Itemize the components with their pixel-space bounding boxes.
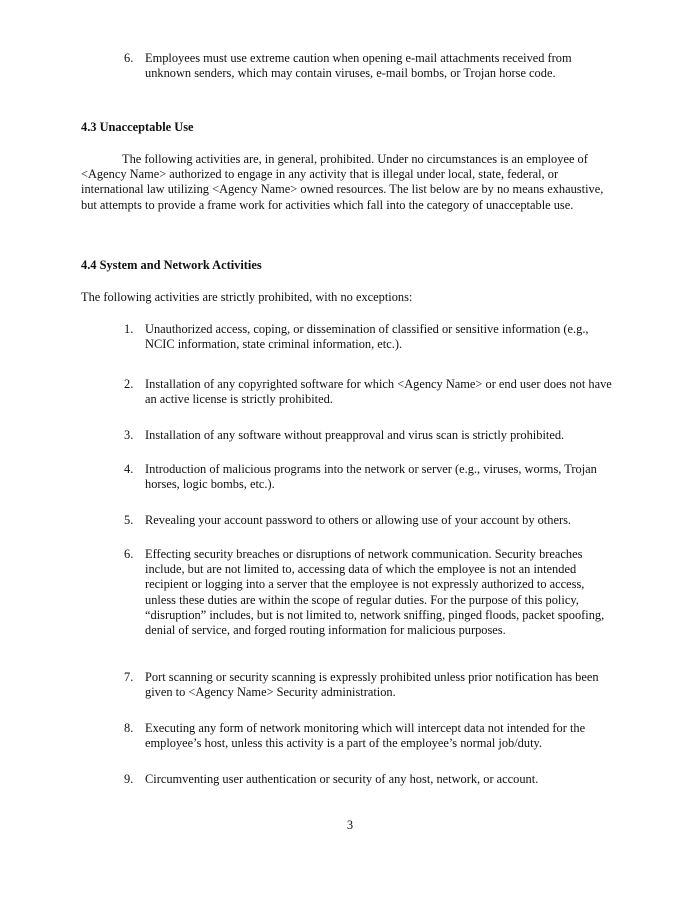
list-item <box>124 428 616 443</box>
list-item-text: Executing any form of network monitoring which will intercept data not intended for the employee’s host, unless this activity is a part of the employee’s normal job/duty. <box>145 721 586 751</box>
list-item-text: Employees must use extreme caution when opening e-mail attachments received from unknown senders, which may contain viruses, e-mail bombs, or Trojan horse code. <box>145 51 572 81</box>
list-item-text: Circumventing user authentication or security of any host, network, or account. <box>145 772 539 786</box>
section-heading-4-4: 4.4 System and Network Activities <box>81 258 262 272</box>
list-item-text: Installation of any copyrighted software for which <Agency Name> or end user does not have an active license is strictly prohibited. <box>145 377 612 407</box>
list-item-text: Effecting security breaches or disruptions of network communication. Security breaches include, but are not limited to, accessing data of which the employee is not an intended recipient or logging into a server that the employee is not expressly authorized to access, unless these duties are within the scope of regular duties. For the purpose of this policy, “disruption” includes, but is not limited to, network sniffing, pinged floods, packet spoofing, denial of service, and forged routing information for malicious purposes. <box>145 547 605 638</box>
section-4-3-paragraph: The following activities are, in general, prohibited. Under no circumstances is an employee of <Agency Name> authorized to engage in any activity that is illegal under local, state, federal, or international law utilizing <Agency Name> owned resources. The list below are by no means exhaustive, but attempts to provide a frame work for activities which fall into the category of unacceptable use. <box>81 152 604 212</box>
list-item-number: 3. <box>124 428 134 442</box>
list-item-text: Revealing your account password to others or allowing use of your account by others. <box>145 513 571 527</box>
page-number: 3 <box>346 818 354 832</box>
list-item-number: 6. <box>124 547 134 561</box>
list-item <box>124 772 616 787</box>
list-item-number: 6. <box>124 51 134 65</box>
list-item <box>124 721 616 751</box>
list-item-number: 9. <box>124 772 134 786</box>
list-item-number: 7. <box>124 670 134 684</box>
list-item-number: 4. <box>124 462 134 476</box>
list-item-text: Unauthorized access, coping, or dissemination of classified or sensitive information (e.g., NCIC information, state criminal information, etc.). <box>145 322 589 352</box>
list-item <box>124 670 616 700</box>
list-item-text: Installation of any software without preapproval and virus scan is strictly prohibited. <box>145 428 565 442</box>
list-item-number: 2. <box>124 377 134 391</box>
section-4-4-intro: The following activities are strictly prohibited, with no exceptions: <box>81 290 413 304</box>
list-item <box>124 547 616 638</box>
list-item-text: Port scanning or security scanning is expressly prohibited unless prior notification has been given to <Agency Name> Security administration. <box>145 670 599 700</box>
list-item <box>124 51 616 81</box>
list-item-number: 5. <box>124 513 134 527</box>
list-item-number: 8. <box>124 721 134 735</box>
list-item-number: 1. <box>124 322 134 336</box>
list-item <box>124 322 616 352</box>
list-item-text: Introduction of malicious programs into the network or server (e.g., viruses, worms, Trojan horses, logic bombs, etc.). <box>145 462 597 492</box>
list-item <box>124 377 616 407</box>
list-item <box>124 462 616 492</box>
list-item <box>124 513 616 528</box>
section-heading-4-3: 4.3 Unacceptable Use <box>81 120 194 134</box>
